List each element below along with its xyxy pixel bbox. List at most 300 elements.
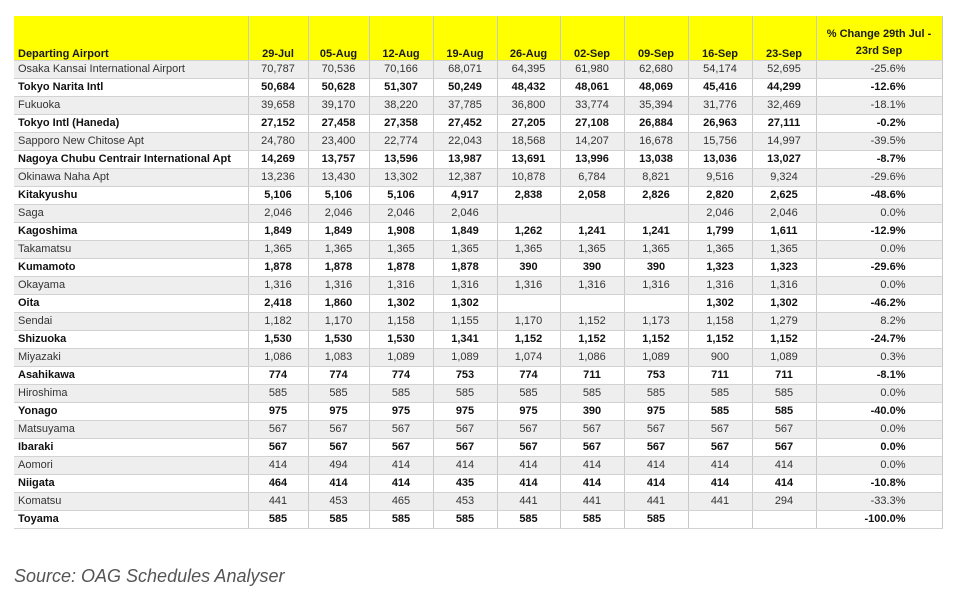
table-row [14, 241, 942, 259]
seat-count-cell: 585 [624, 511, 688, 529]
table-row [14, 97, 942, 115]
seat-count-cell: 1,878 [308, 259, 369, 277]
table-row [14, 61, 942, 79]
seat-count-cell: 1,302 [688, 295, 752, 313]
table-row [14, 511, 942, 529]
seat-count-cell: 1,089 [433, 349, 497, 367]
seat-count-cell: 1,152 [624, 331, 688, 349]
seat-count-cell: 567 [248, 439, 308, 457]
seat-count-cell: 13,236 [248, 169, 308, 187]
airport-name-cell: Kagoshima [14, 223, 248, 241]
table-row [14, 421, 942, 439]
airport-name-cell: Tokyo Narita Intl [14, 79, 248, 97]
seat-count-cell: 414 [308, 475, 369, 493]
airport-name-cell: Sapporo New Chitose Apt [14, 133, 248, 151]
seat-count-cell: 1,365 [752, 241, 816, 259]
seat-count-cell: 2,820 [688, 187, 752, 205]
header-week: 12-Aug [369, 16, 433, 61]
seat-count-cell: 1,878 [369, 259, 433, 277]
seat-count-cell: 35,394 [624, 97, 688, 115]
seat-count-cell: 1,152 [752, 331, 816, 349]
airport-name-cell: Kumamoto [14, 259, 248, 277]
seat-count-cell: 27,108 [560, 115, 624, 133]
seat-count-cell: 26,884 [624, 115, 688, 133]
seat-count-cell: 464 [248, 475, 308, 493]
seat-count-cell: 567 [433, 421, 497, 439]
seat-count-cell: 13,038 [624, 151, 688, 169]
seat-count-cell: 585 [248, 385, 308, 403]
seat-count-cell: 27,152 [248, 115, 308, 133]
seat-count-cell: 1,316 [433, 277, 497, 295]
seat-count-cell: 435 [433, 475, 497, 493]
seat-count-cell: 1,089 [624, 349, 688, 367]
airport-name-cell: Nagoya Chubu Centrair International Apt [14, 151, 248, 169]
pct-change-cell: 0.0% [816, 439, 942, 457]
table-row [14, 475, 942, 493]
seat-count-cell: 975 [433, 403, 497, 421]
seat-count-cell: 1,089 [369, 349, 433, 367]
seat-count-cell: 5,106 [248, 187, 308, 205]
pct-change-cell: -46.2% [816, 295, 942, 313]
seat-count-cell: 31,776 [688, 97, 752, 115]
seat-count-cell: 567 [752, 421, 816, 439]
seat-count-cell: 1,152 [560, 313, 624, 331]
pct-change-cell: -8.7% [816, 151, 942, 169]
seat-count-cell [752, 511, 816, 529]
seat-count-cell: 585 [752, 403, 816, 421]
seat-count-cell: 567 [248, 421, 308, 439]
seat-count-cell: 24,780 [248, 133, 308, 151]
seat-count-cell: 414 [752, 457, 816, 475]
seat-count-cell: 2,418 [248, 295, 308, 313]
header-pct-change [816, 16, 942, 61]
seat-count-cell: 2,046 [688, 205, 752, 223]
seat-count-cell: 13,036 [688, 151, 752, 169]
seat-count-cell: 1,173 [624, 313, 688, 331]
seat-count-cell: 1,316 [560, 277, 624, 295]
airport-name-cell: Osaka Kansai International Airport [14, 61, 248, 79]
seat-count-cell: 1,365 [624, 241, 688, 259]
seat-count-cell: 70,166 [369, 61, 433, 79]
seat-count-cell: 1,086 [560, 349, 624, 367]
seat-count-cell: 22,043 [433, 133, 497, 151]
seat-count-cell: 1,530 [248, 331, 308, 349]
header-week: 05-Aug [308, 16, 369, 61]
seat-count-cell: 1,302 [752, 295, 816, 313]
seat-count-cell: 1,158 [688, 313, 752, 331]
seat-count-cell: 48,061 [560, 79, 624, 97]
seat-count-cell: 18,568 [497, 133, 560, 151]
departures-table [14, 16, 943, 529]
seat-count-cell: 13,996 [560, 151, 624, 169]
pct-change-cell: 0.0% [816, 277, 942, 295]
seat-count-cell: 1,316 [308, 277, 369, 295]
seat-count-cell: 2,046 [369, 205, 433, 223]
seat-count-cell: 294 [752, 493, 816, 511]
seat-count-cell: 567 [752, 439, 816, 457]
seat-count-cell: 390 [560, 403, 624, 421]
pct-change-cell: -0.2% [816, 115, 942, 133]
seat-count-cell: 1,365 [308, 241, 369, 259]
seat-count-cell: 1,074 [497, 349, 560, 367]
seat-count-cell: 1,365 [369, 241, 433, 259]
seat-count-cell: 414 [624, 475, 688, 493]
seat-count-cell: 900 [688, 349, 752, 367]
seat-count-cell: 4,917 [433, 187, 497, 205]
seat-count-cell: 27,458 [308, 115, 369, 133]
seat-count-cell: 585 [497, 385, 560, 403]
seat-count-cell: 13,987 [433, 151, 497, 169]
pct-change-cell: -10.8% [816, 475, 942, 493]
seat-count-cell: 390 [560, 259, 624, 277]
airport-name-cell: Aomori [14, 457, 248, 475]
pct-change-cell: -8.1% [816, 367, 942, 385]
seat-count-cell: 441 [497, 493, 560, 511]
pct-change-cell: -29.6% [816, 259, 942, 277]
seat-count-cell: 414 [688, 475, 752, 493]
seat-count-cell: 567 [369, 421, 433, 439]
seat-count-cell: 1,365 [560, 241, 624, 259]
seat-count-cell: 64,395 [497, 61, 560, 79]
seat-count-cell: 453 [433, 493, 497, 511]
seat-count-cell: 1,799 [688, 223, 752, 241]
seat-count-cell: 1,316 [752, 277, 816, 295]
header-pct-line2: 23rd Sep [855, 45, 903, 57]
table-row [14, 259, 942, 277]
header-week: 23-Sep [752, 16, 816, 61]
seat-count-cell: 32,469 [752, 97, 816, 115]
seat-count-cell: 1,878 [248, 259, 308, 277]
seat-count-cell: 414 [560, 457, 624, 475]
pct-change-cell: 0.0% [816, 205, 942, 223]
header-week: 16-Sep [688, 16, 752, 61]
seat-count-cell: 14,997 [752, 133, 816, 151]
seat-count-cell: 567 [688, 421, 752, 439]
seat-count-cell: 33,774 [560, 97, 624, 115]
airport-name-cell: Okinawa Naha Apt [14, 169, 248, 187]
pct-change-cell: 0.0% [816, 457, 942, 475]
seat-count-cell: 414 [369, 457, 433, 475]
seat-count-cell: 1,316 [369, 277, 433, 295]
seat-count-cell: 1,316 [624, 277, 688, 295]
seat-count-cell [560, 205, 624, 223]
seat-count-cell: 1,302 [369, 295, 433, 313]
seat-count-cell: 68,071 [433, 61, 497, 79]
seat-count-cell: 1,908 [369, 223, 433, 241]
seat-count-cell: 390 [497, 259, 560, 277]
seat-count-cell: 390 [624, 259, 688, 277]
pct-change-cell: -39.5% [816, 133, 942, 151]
seat-count-cell: 13,691 [497, 151, 560, 169]
seat-count-cell: 585 [688, 403, 752, 421]
seat-count-cell: 1,849 [433, 223, 497, 241]
seat-count-cell: 567 [497, 439, 560, 457]
table-header-row [14, 16, 942, 61]
seat-count-cell: 48,069 [624, 79, 688, 97]
seat-count-cell: 494 [308, 457, 369, 475]
seat-count-cell: 1,158 [369, 313, 433, 331]
table-row [14, 295, 942, 313]
seat-count-cell: 1,170 [497, 313, 560, 331]
schedule-table-container [14, 16, 942, 529]
seat-count-cell: 1,530 [308, 331, 369, 349]
seat-count-cell: 14,269 [248, 151, 308, 169]
header-week: 29-Jul [248, 16, 308, 61]
airport-name-cell: Hiroshima [14, 385, 248, 403]
seat-count-cell: 2,625 [752, 187, 816, 205]
seat-count-cell: 585 [433, 385, 497, 403]
seat-count-cell: 1,323 [688, 259, 752, 277]
seat-count-cell: 36,800 [497, 97, 560, 115]
seat-count-cell: 13,596 [369, 151, 433, 169]
pct-change-cell: -29.6% [816, 169, 942, 187]
airport-name-cell: Fukuoka [14, 97, 248, 115]
table-row [14, 457, 942, 475]
seat-count-cell: 567 [560, 439, 624, 457]
airport-name-cell: Komatsu [14, 493, 248, 511]
seat-count-cell: 753 [433, 367, 497, 385]
seat-count-cell: 414 [560, 475, 624, 493]
source-caption: Source: OAG Schedules Analyser [14, 566, 285, 586]
seat-count-cell: 441 [624, 493, 688, 511]
seat-count-cell: 711 [560, 367, 624, 385]
seat-count-cell: 13,027 [752, 151, 816, 169]
seat-count-cell: 567 [308, 439, 369, 457]
table-row [14, 79, 942, 97]
seat-count-cell: 414 [248, 457, 308, 475]
table-row [14, 313, 942, 331]
seat-count-cell: 12,387 [433, 169, 497, 187]
seat-count-cell: 2,058 [560, 187, 624, 205]
seat-count-cell: 1,860 [308, 295, 369, 313]
seat-count-cell: 48,432 [497, 79, 560, 97]
seat-count-cell: 567 [624, 421, 688, 439]
seat-count-cell: 1,365 [248, 241, 308, 259]
seat-count-cell: 1,323 [752, 259, 816, 277]
seat-count-cell: 5,106 [308, 187, 369, 205]
seat-count-cell: 9,324 [752, 169, 816, 187]
seat-count-cell: 1,279 [752, 313, 816, 331]
airport-name-cell: Kitakyushu [14, 187, 248, 205]
header-airport: Departing Airport [14, 16, 248, 61]
pct-change-cell: -24.7% [816, 331, 942, 349]
seat-count-cell: 711 [752, 367, 816, 385]
seat-count-cell: 22,774 [369, 133, 433, 151]
seat-count-cell: 567 [560, 421, 624, 439]
seat-count-cell: 774 [248, 367, 308, 385]
table-row [14, 277, 942, 295]
seat-count-cell: 1,341 [433, 331, 497, 349]
table-row [14, 331, 942, 349]
pct-change-cell: 0.3% [816, 349, 942, 367]
header-pct-line1: % Change 29th Jul - [826, 28, 932, 40]
airport-name-cell: Sendai [14, 313, 248, 331]
pct-change-cell: -33.3% [816, 493, 942, 511]
seat-count-cell [497, 295, 560, 313]
seat-count-cell [497, 205, 560, 223]
seat-count-cell: 70,787 [248, 61, 308, 79]
table-row [14, 151, 942, 169]
airport-name-cell: Yonago [14, 403, 248, 421]
seat-count-cell: 1,241 [560, 223, 624, 241]
seat-count-cell: 774 [497, 367, 560, 385]
seat-count-cell: 1,316 [688, 277, 752, 295]
pct-change-cell: 0.0% [816, 385, 942, 403]
seat-count-cell: 441 [688, 493, 752, 511]
seat-count-cell: 13,757 [308, 151, 369, 169]
seat-count-cell: 27,452 [433, 115, 497, 133]
seat-count-cell: 414 [497, 475, 560, 493]
seat-count-cell: 26,963 [688, 115, 752, 133]
seat-count-cell: 585 [497, 511, 560, 529]
header-week: 19-Aug [433, 16, 497, 61]
seat-count-cell: 2,826 [624, 187, 688, 205]
airport-name-cell: Toyama [14, 511, 248, 529]
pct-change-cell: 0.0% [816, 241, 942, 259]
seat-count-cell: 1,316 [497, 277, 560, 295]
airport-name-cell: Matsuyama [14, 421, 248, 439]
pct-change-cell: -12.9% [816, 223, 942, 241]
seat-count-cell: 441 [560, 493, 624, 511]
seat-count-cell: 1,155 [433, 313, 497, 331]
seat-count-cell: 753 [624, 367, 688, 385]
seat-count-cell: 585 [308, 385, 369, 403]
seat-count-cell: 567 [433, 439, 497, 457]
header-week: 09-Sep [624, 16, 688, 61]
seat-count-cell: 1,365 [497, 241, 560, 259]
table-row [14, 349, 942, 367]
seat-count-cell: 585 [752, 385, 816, 403]
seat-count-cell: 2,838 [497, 187, 560, 205]
seat-count-cell: 414 [688, 457, 752, 475]
seat-count-cell: 14,207 [560, 133, 624, 151]
seat-count-cell: 414 [433, 457, 497, 475]
seat-count-cell: 414 [624, 457, 688, 475]
pct-change-cell: 8.2% [816, 313, 942, 331]
seat-count-cell: 1,152 [560, 331, 624, 349]
seat-count-cell: 585 [248, 511, 308, 529]
seat-count-cell: 465 [369, 493, 433, 511]
pct-change-cell: 0.0% [816, 421, 942, 439]
seat-count-cell: 585 [688, 385, 752, 403]
seat-count-cell: 1,365 [433, 241, 497, 259]
seat-count-cell: 51,307 [369, 79, 433, 97]
header-week: 02-Sep [560, 16, 624, 61]
airport-name-cell: Saga [14, 205, 248, 223]
seat-count-cell: 1,262 [497, 223, 560, 241]
seat-count-cell: 44,299 [752, 79, 816, 97]
seat-count-cell: 1,611 [752, 223, 816, 241]
seat-count-cell: 1,878 [433, 259, 497, 277]
airport-name-cell: Oita [14, 295, 248, 313]
seat-count-cell: 27,205 [497, 115, 560, 133]
table-body [14, 61, 942, 529]
seat-count-cell: 567 [308, 421, 369, 439]
table-row [14, 367, 942, 385]
pct-change-cell: -25.6% [816, 61, 942, 79]
seat-count-cell: 2,046 [433, 205, 497, 223]
seat-count-cell: 23,400 [308, 133, 369, 151]
seat-count-cell: 5,106 [369, 187, 433, 205]
seat-count-cell: 45,416 [688, 79, 752, 97]
table-row [14, 205, 942, 223]
seat-count-cell: 1,170 [308, 313, 369, 331]
seat-count-cell: 27,111 [752, 115, 816, 133]
airport-name-cell: Takamatsu [14, 241, 248, 259]
table-row [14, 403, 942, 421]
seat-count-cell: 52,695 [752, 61, 816, 79]
seat-count-cell: 50,684 [248, 79, 308, 97]
seat-count-cell: 6,784 [560, 169, 624, 187]
seat-count-cell: 61,980 [560, 61, 624, 79]
seat-count-cell: 70,536 [308, 61, 369, 79]
airport-name-cell: Asahikawa [14, 367, 248, 385]
seat-count-cell: 62,680 [624, 61, 688, 79]
seat-count-cell: 15,756 [688, 133, 752, 151]
seat-count-cell: 1,365 [688, 241, 752, 259]
seat-count-cell: 1,152 [688, 331, 752, 349]
seat-count-cell: 975 [248, 403, 308, 421]
seat-count-cell: 37,785 [433, 97, 497, 115]
seat-count-cell: 38,220 [369, 97, 433, 115]
seat-count-cell: 16,678 [624, 133, 688, 151]
seat-count-cell: 567 [369, 439, 433, 457]
seat-count-cell: 2,046 [248, 205, 308, 223]
table-row [14, 493, 942, 511]
seat-count-cell: 9,516 [688, 169, 752, 187]
seat-count-cell: 1,086 [248, 349, 308, 367]
seat-count-cell: 1,083 [308, 349, 369, 367]
seat-count-cell: 567 [497, 421, 560, 439]
seat-count-cell: 975 [369, 403, 433, 421]
seat-count-cell: 585 [308, 511, 369, 529]
seat-count-cell: 774 [369, 367, 433, 385]
seat-count-cell: 50,249 [433, 79, 497, 97]
seat-count-cell: 585 [624, 385, 688, 403]
seat-count-cell: 975 [497, 403, 560, 421]
table-row [14, 439, 942, 457]
seat-count-cell: 2,046 [752, 205, 816, 223]
table-row [14, 115, 942, 133]
seat-count-cell: 39,170 [308, 97, 369, 115]
seat-count-cell: 414 [497, 457, 560, 475]
seat-count-cell: 39,658 [248, 97, 308, 115]
table-row [14, 187, 942, 205]
seat-count-cell: 1,152 [497, 331, 560, 349]
seat-count-cell: 567 [624, 439, 688, 457]
airport-name-cell: Shizuoka [14, 331, 248, 349]
pct-change-cell: -12.6% [816, 79, 942, 97]
seat-count-cell: 50,628 [308, 79, 369, 97]
seat-count-cell: 585 [560, 511, 624, 529]
seat-count-cell: 1,849 [308, 223, 369, 241]
seat-count-cell: 1,849 [248, 223, 308, 241]
seat-count-cell [624, 205, 688, 223]
seat-count-cell: 567 [688, 439, 752, 457]
seat-count-cell: 441 [248, 493, 308, 511]
seat-count-cell: 585 [560, 385, 624, 403]
airport-name-cell: Tokyo Intl (Haneda) [14, 115, 248, 133]
pct-change-cell: -100.0% [816, 511, 942, 529]
seat-count-cell: 10,878 [497, 169, 560, 187]
airport-name-cell: Niigata [14, 475, 248, 493]
seat-count-cell [688, 511, 752, 529]
seat-count-cell: 414 [752, 475, 816, 493]
table-row [14, 169, 942, 187]
table-row [14, 223, 942, 241]
seat-count-cell: 1,316 [248, 277, 308, 295]
seat-count-cell: 774 [308, 367, 369, 385]
